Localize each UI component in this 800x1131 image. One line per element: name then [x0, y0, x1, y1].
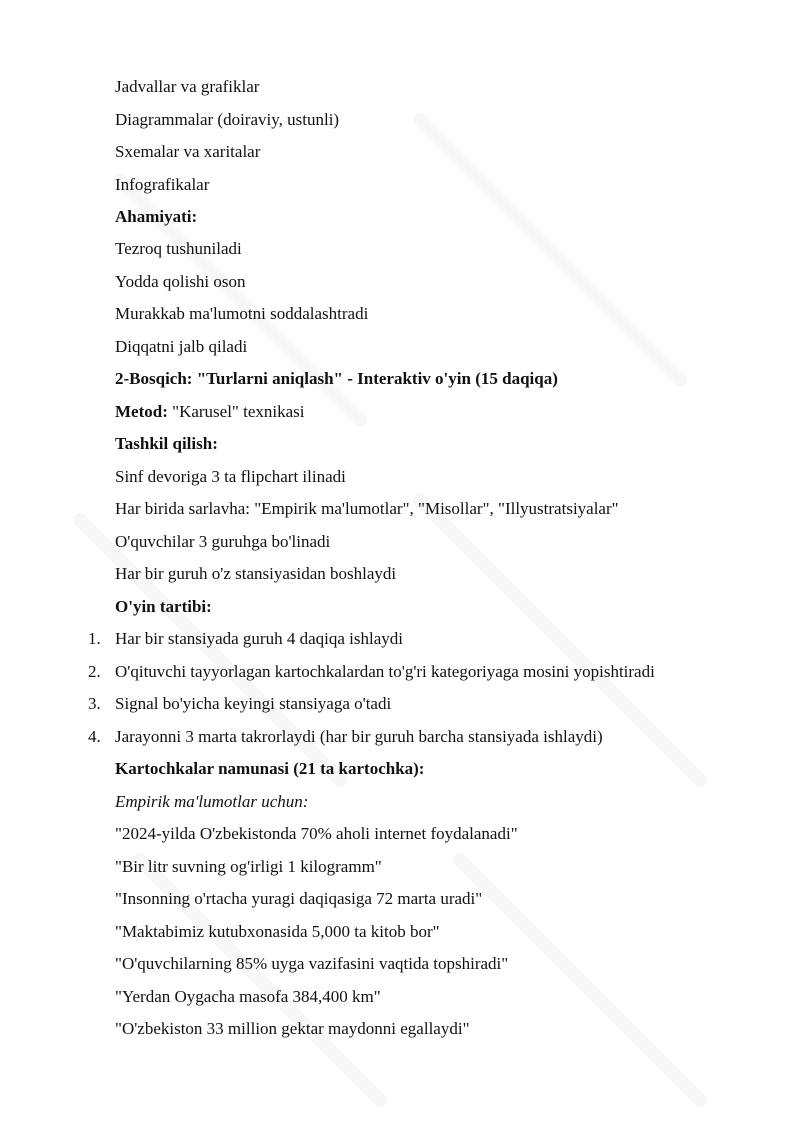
quote-item: "Bir litr suvning og'irligi 1 kilogramm" [115, 857, 382, 876]
list-item: Tezroq tushuniladi [115, 239, 242, 258]
list-number: 3. [88, 694, 101, 713]
quote-item: "Maktabimiz kutubxonasida 5,000 ta kitob bor" [115, 922, 440, 941]
numbered-list-item: Signal bo'yicha keyingi stansiyaga o'tadi [115, 694, 392, 713]
numbered-list-item: Jarayonni 3 marta takrorlaydi (har bir guruh barcha stansiyada ishlaydi) [115, 727, 603, 746]
numbered-list-item: O'qituvchi tayyorlagan kartochkalardan to'g'ri kategoriyaga mosini yopishtiradi [115, 662, 655, 681]
quote-item: "2024-yilda O'zbekistonda 70% aholi internet foydalanadi" [115, 824, 518, 843]
list-item: Sinf devoriga 3 ta flipchart ilinadi [115, 467, 346, 486]
method-value: "Karusel" texnikasi [167, 402, 305, 421]
section-heading-oyin-tartibi: O'yin tartibi: [115, 597, 212, 616]
list-item: Diagrammalar (doiraviy, ustunli) [115, 110, 340, 129]
list-item: Sxemalar va xaritalar [115, 142, 261, 161]
stage-heading: 2-Bosqich: "Turlarni aniqlash" - Interaktiv o'yin (15 daqiqa) [115, 369, 558, 388]
numbered-list-item: Har bir stansiyada guruh 4 daqiqa ishlaydi [115, 629, 403, 648]
list-item: Har bir guruh o'z stansiyasidan boshlaydi [115, 564, 397, 583]
list-item: Jadvallar va grafiklar [115, 77, 260, 96]
list-item: Diqqatni jalb qiladi [115, 337, 248, 356]
list-item: Murakkab ma'lumotni soddalashtradi [115, 304, 369, 323]
method-label: Metod: [115, 402, 168, 421]
section-heading-tashkil: Tashkil qilish: [115, 434, 218, 453]
quote-item: "Insonning o'rtacha yuragi daqiqasiga 72 marta uradi" [115, 889, 483, 908]
list-number: 1. [88, 629, 101, 648]
list-item: Yodda qolishi oson [115, 272, 246, 291]
section-heading-ahamiyati: Ahamiyati: [115, 207, 198, 226]
quote-item: "Yerdan Oygacha masofa 384,400 km" [115, 987, 381, 1006]
list-number: 4. [88, 727, 101, 746]
method-line [115, 401, 305, 423]
list-item: Infografikalar [115, 175, 210, 194]
list-item: O'quvchilar 3 guruhga bo'linadi [115, 532, 331, 551]
list-item: Har birida sarlavha: "Empirik ma'lumotlar", "Misollar", "Illyustratsiyalar" [115, 499, 619, 518]
list-number: 2. [88, 662, 101, 681]
quote-item: "O'quvchilarning 85% uyga vazifasini vaqtida topshiradi" [115, 954, 509, 973]
quote-item: "O'zbekiston 33 million gektar maydonni egallaydi" [115, 1019, 470, 1038]
section-heading-kartochkalar: Kartochkalar namunasi (21 ta kartochka): [115, 759, 425, 778]
subheading-empirik: Empirik ma'lumotlar uchun: [115, 792, 309, 811]
